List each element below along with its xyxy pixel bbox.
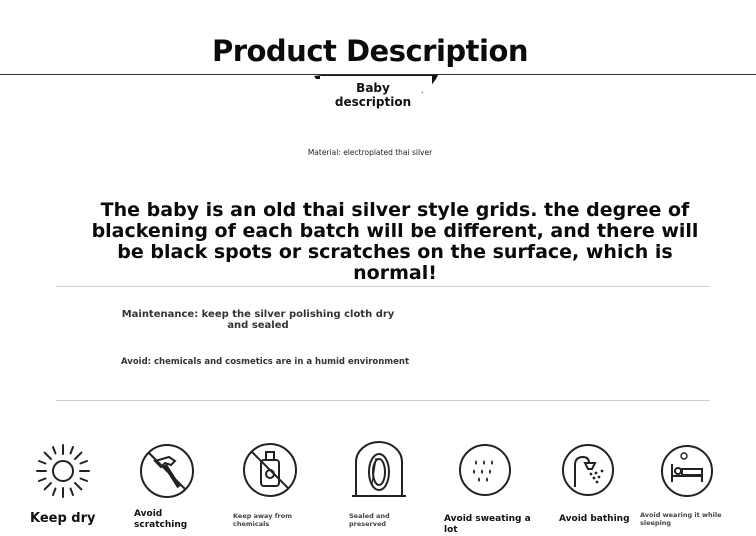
no-hammer-icon (139, 443, 195, 499)
description-statement: The baby is an old thai silver style grids. the degree of blackening of each batch will be different, and there will be black spots or scratches on the surface, which is normal! (91, 199, 699, 284)
care-label-avoid-bathing: Avoid bathing (559, 514, 630, 524)
material-text: Material: electroplated thai silver (307, 148, 433, 157)
care-label-keep-dry: Keep dry (30, 511, 96, 526)
subtitle: Baby description (334, 81, 412, 109)
section-divider (56, 286, 710, 287)
sweat-drops-icon (458, 443, 512, 497)
care-label-sealed-preserved: Sealed and preserved (349, 512, 390, 528)
sealed-bag-icon (350, 440, 408, 498)
shower-icon (561, 443, 615, 497)
care-label-avoid-sleeping: Avoid wearing it while sleeping (640, 511, 722, 527)
page-title: Product Description (211, 34, 529, 68)
maintenance-text: Maintenance: keep the silver polishing cloth dry and sealed (121, 309, 395, 331)
care-label-avoid-scratching: Avoid scratching (134, 509, 188, 530)
sun-icon (34, 442, 92, 500)
care-label-keep-away-from-chemicals: Keep away from chemicals (233, 512, 293, 528)
section-divider (56, 400, 710, 401)
avoid-note-text: Avoid: chemicals and cosmetics are in a humid environment (121, 357, 410, 367)
sleeping-icon (660, 444, 714, 498)
care-label-avoid-sweating: Avoid sweating a lot (444, 514, 531, 535)
no-chemicals-bottle-icon (242, 442, 298, 498)
